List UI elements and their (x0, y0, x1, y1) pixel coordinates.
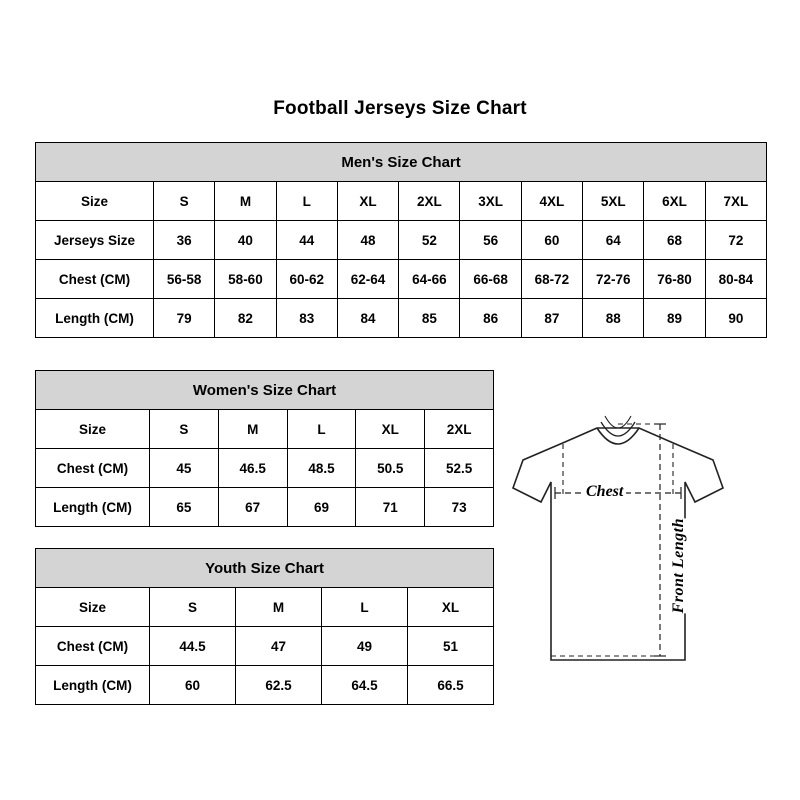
table-row (36, 488, 494, 527)
table-cell: 84 (337, 299, 398, 338)
table-cell: 60 (150, 666, 236, 705)
row-label: Size (36, 182, 154, 221)
row-label: Length (CM) (36, 299, 154, 338)
table-cell: 83 (276, 299, 337, 338)
table-cell: 68 (644, 221, 705, 260)
row-label: Length (CM) (36, 666, 150, 705)
table-cell: 47 (236, 627, 322, 666)
row-label: Chest (CM) (36, 260, 154, 299)
row-label: Size (36, 588, 150, 627)
table-cell: 64.5 (322, 666, 408, 705)
table-cell: 73 (425, 488, 494, 527)
mens-table-caption: Men's Size Chart (36, 143, 767, 182)
table-cell: 64 (583, 221, 644, 260)
table-cell: 56 (460, 221, 521, 260)
table-cell: 79 (154, 299, 215, 338)
womens-size-table (35, 370, 494, 527)
table-cell: L (287, 410, 356, 449)
table-cell: 62-64 (337, 260, 398, 299)
table-row (36, 299, 767, 338)
table-row (36, 221, 767, 260)
table-caption-row (36, 371, 494, 410)
jersey-measurement-diagram (505, 398, 775, 688)
table-cell: 64-66 (399, 260, 460, 299)
table-cell: 69 (287, 488, 356, 527)
row-label: Chest (CM) (36, 627, 150, 666)
table-cell: L (276, 182, 337, 221)
womens-size-chart-section (35, 370, 493, 527)
shirt-outline (513, 428, 723, 660)
table-cell: 4XL (521, 182, 582, 221)
table-cell: 52 (399, 221, 460, 260)
table-cell: S (150, 410, 219, 449)
mens-size-chart-section (35, 142, 765, 338)
table-cell: 66.5 (408, 666, 494, 705)
table-cell: 89 (644, 299, 705, 338)
table-cell: S (150, 588, 236, 627)
table-cell: 90 (705, 299, 766, 338)
table-cell: 2XL (425, 410, 494, 449)
table-cell: 72 (705, 221, 766, 260)
womens-table-caption: Women's Size Chart (36, 371, 494, 410)
table-cell: 67 (218, 488, 287, 527)
table-cell: M (236, 588, 322, 627)
table-row (36, 627, 494, 666)
table-cell: 49 (322, 627, 408, 666)
table-cell: 50.5 (356, 449, 425, 488)
collar-inner (605, 416, 631, 428)
table-cell: 60-62 (276, 260, 337, 299)
table-cell: 40 (215, 221, 276, 260)
table-cell: 76-80 (644, 260, 705, 299)
table-cell: 86 (460, 299, 521, 338)
page-title: Football Jerseys Size Chart (273, 98, 527, 119)
row-label: Size (36, 410, 150, 449)
table-cell: 44 (276, 221, 337, 260)
table-cell: 7XL (705, 182, 766, 221)
table-cell: 65 (150, 488, 219, 527)
table-cell: 51 (408, 627, 494, 666)
table-cell: XL (337, 182, 398, 221)
table-cell: 48 (337, 221, 398, 260)
table-caption-row (36, 143, 767, 182)
table-cell: 45 (150, 449, 219, 488)
table-cell: 58-60 (215, 260, 276, 299)
table-row (36, 260, 767, 299)
table-cell: M (218, 410, 287, 449)
tshirt-icon (505, 398, 775, 688)
table-cell: 52.5 (425, 449, 494, 488)
table-cell: M (215, 182, 276, 221)
table-caption-row (36, 549, 494, 588)
table-row (36, 449, 494, 488)
table-cell: 3XL (460, 182, 521, 221)
table-cell: XL (408, 588, 494, 627)
chest-measure-label: Chest (583, 483, 626, 501)
table-cell: 68-72 (521, 260, 582, 299)
table-cell: 88 (583, 299, 644, 338)
table-cell: S (154, 182, 215, 221)
table-cell: 5XL (583, 182, 644, 221)
table-cell: 60 (521, 221, 582, 260)
table-cell: 48.5 (287, 449, 356, 488)
table-cell: 2XL (399, 182, 460, 221)
mens-size-table (35, 142, 767, 338)
row-label: Jerseys Size (36, 221, 154, 260)
front-length-measure-label: Front Length (667, 518, 691, 613)
table-cell: 80-84 (705, 260, 766, 299)
youth-size-chart-section (35, 548, 493, 705)
table-cell: XL (356, 410, 425, 449)
table-cell: 62.5 (236, 666, 322, 705)
table-cell: L (322, 588, 408, 627)
table-row (36, 588, 494, 627)
table-cell: 87 (521, 299, 582, 338)
table-cell: 56-58 (154, 260, 215, 299)
table-row (36, 666, 494, 705)
table-cell: 72-76 (583, 260, 644, 299)
row-label: Length (CM) (36, 488, 150, 527)
table-row (36, 182, 767, 221)
youth-table-caption: Youth Size Chart (36, 549, 494, 588)
table-cell: 71 (356, 488, 425, 527)
table-cell: 44.5 (150, 627, 236, 666)
table-cell: 36 (154, 221, 215, 260)
table-cell: 6XL (644, 182, 705, 221)
table-cell: 66-68 (460, 260, 521, 299)
table-row (36, 410, 494, 449)
youth-size-table (35, 548, 494, 705)
table-cell: 82 (215, 299, 276, 338)
table-cell: 85 (399, 299, 460, 338)
row-label: Chest (CM) (36, 449, 150, 488)
table-cell: 46.5 (218, 449, 287, 488)
